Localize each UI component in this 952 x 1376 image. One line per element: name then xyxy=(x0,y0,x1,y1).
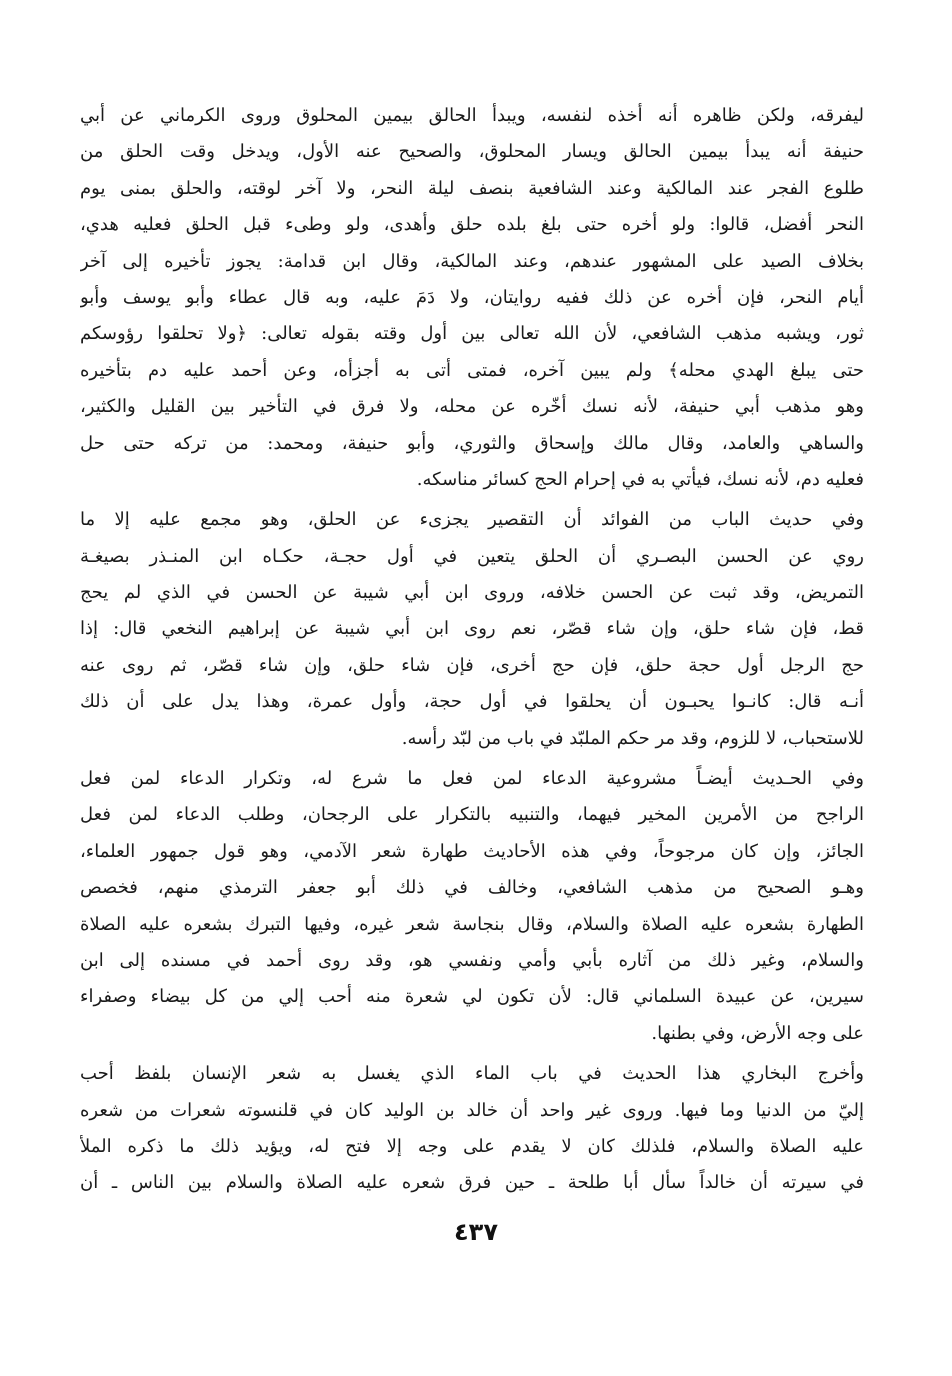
paragraph-1 xyxy=(80,98,864,498)
text-line: والساهي والعامد، وقال مالك وإسحاق والثوري، وأبو حنيفة، ومحمد: من تركه حتى حل xyxy=(80,432,864,454)
paragraph-2 xyxy=(80,502,864,757)
text-line: روي عن الحسن البصـري أن الحلق يتعين في أول حجـة، حكـاه ابن المنـذر بصيغـة xyxy=(80,545,864,567)
text-line: طلوع الفجر عند المالكية وعند الشافعية بنصف ليلة النحر، ولا آخر لوقته، والحلق بمنى يوم xyxy=(80,177,864,199)
text-line: الجائز، وإن كان مرجوحاً، وفي هذه الأحاديث طهارة شعر الآدمي، وهو قول جمهور العلماء، xyxy=(80,840,864,862)
text-line: أيام النحر، فإن أخره عن ذلك ففيه روايتان، ولا دَمَ عليه، وبه قال عطاء وأبو يوسف وأبو xyxy=(80,286,864,308)
text-line: الراجح من الأمرين المخير فيهما، والتنبيه بالتكرار على الرجحان، وطلب الدعاء لمن فعل xyxy=(80,804,864,826)
text-line: بخلاف الصيد على المشهور عندهم، وعند المالكية، وقال ابن قدامة: يجوز تأخيره إلى آخر xyxy=(80,250,864,272)
text-line: وفي الحـديث أيضـاً مشروعية الدعاء لمن فعل ما شرع له، وتكرار الدعاء لمن فعل xyxy=(80,768,864,790)
text-line: النحر أفضل، قالوا: ولو أخره حتى بلغ بلده حلق وأهدى، ولو وطىء قبل الحلق فعليه هدي، xyxy=(80,214,864,236)
page-body xyxy=(80,98,864,1202)
text-line: التمريض، وقد ثبت عن الحسن خلافه، وروى ابن أبي شيبة عن الحسن في الذي لم يحج xyxy=(80,582,864,604)
text-line: أنـه قال: كانـوا يحبـون أن يحلقوا في أول حجة، وأول عمرة، وهذا يدل على أن ذلك xyxy=(80,691,864,713)
text-line: سيرين، عن عبيدة السلماني قال: لأن تكون لي شعرة منه أحب إلي من كل بيضاء وصفراء xyxy=(80,986,864,1008)
text-line: حنيفة أنه يبدأ بيمين الحالق ويسار المحلوق، والصحيح عنه الأول، ويدخل وقت الحلق من xyxy=(80,141,864,163)
text-line: فعليه دم، لأنه نسك، فيأتي به في إحرام الحج كسائر مناسكه. xyxy=(416,468,864,490)
text-line: وفي حديث الباب من الفوائد أن التقصير يجزىء عن الحلق، وهو مجمع عليه إلا ما xyxy=(80,509,864,531)
text-line: ثور، ويشبه مذهب الشافعي، لأن الله تعالى بين أول وقته بقوله تعالى: ﴿ولا تحلقوا رؤوسكم xyxy=(80,323,864,345)
text-line: قط، فإن شاء حلق، وإن شاء قصّر، نعم روى ابن أبي شيبة عن إبراهيم النخعي قال: إذا xyxy=(80,618,864,640)
text-line: إليّ من الدنيا وما فيها. وروى غير واحد أن خالد بن الوليد كان في قلنسوته شعرات من شعره xyxy=(80,1099,864,1121)
text-line: الطهارة بشعره عليه الصلاة والسلام، وقال بنجاسة شعر غيره، وفيها التبرك بشعره عليه الصلاة xyxy=(80,913,864,935)
text-line: عليه الصلاة والسلام، فلذلك كان لا يقدم على وجه إلا فتح له، ويؤيد ذلك ما ذكره الملأ xyxy=(80,1135,864,1157)
text-line: على وجه الأرض، وفي بطنها. xyxy=(651,1022,864,1044)
text-line: حج الرجل أول حجة حلق، فإن حج أخرى، فإن شاء حلق، وإن شاء قصّر، ثم روى عنه xyxy=(80,654,864,676)
text-line: وهو مذهب أبي حنيفة، لأنه نسك أخّره عن محله، ولا فرق في التأخير بين القليل والكثير، xyxy=(80,396,864,418)
text-line: والسلام، وغير ذلك من آثاره بأبي وأمي ونفسي هو، وقد روى أحمد في مسنده إلى ابن xyxy=(80,949,864,971)
text-line: للاستحباب، لا للزوم، وقد مر حكم الملبّد في باب من لبّد رأسه. xyxy=(401,727,864,749)
paragraph-4 xyxy=(80,1056,864,1202)
text-line: وهـو الصحيح من مذهب الشافعي، وخالف في ذلك أبو جعفر الترمذي منهم، فخصص xyxy=(80,877,864,899)
text-line: حتى يبلغ الهدي محله﴾ ولم يبين آخره، فمتى أتى به أجزأه، وعن أحمد عليه دم بتأخيره xyxy=(80,359,864,381)
text-line: في سيرته أن خالداً سأل أبا طلحة ـ حين فرق شعره عليه الصلاة والسلام بين الناس ـ أن xyxy=(80,1172,864,1194)
text-line: وأخرج البخاري هذا الحديث في باب الماء الذي يغسل به شعر الإنسان بلفظ أحب xyxy=(80,1063,864,1085)
page-number: ٤٣٧ xyxy=(454,1218,498,1246)
paragraph-3 xyxy=(80,761,864,1052)
text-line: ليفرقه، ولكن ظاهره أنه أخذه لنفسه، ويبدأ الحالق بيمين المحلوق وروى الكرماني عن أبي xyxy=(80,105,864,126)
